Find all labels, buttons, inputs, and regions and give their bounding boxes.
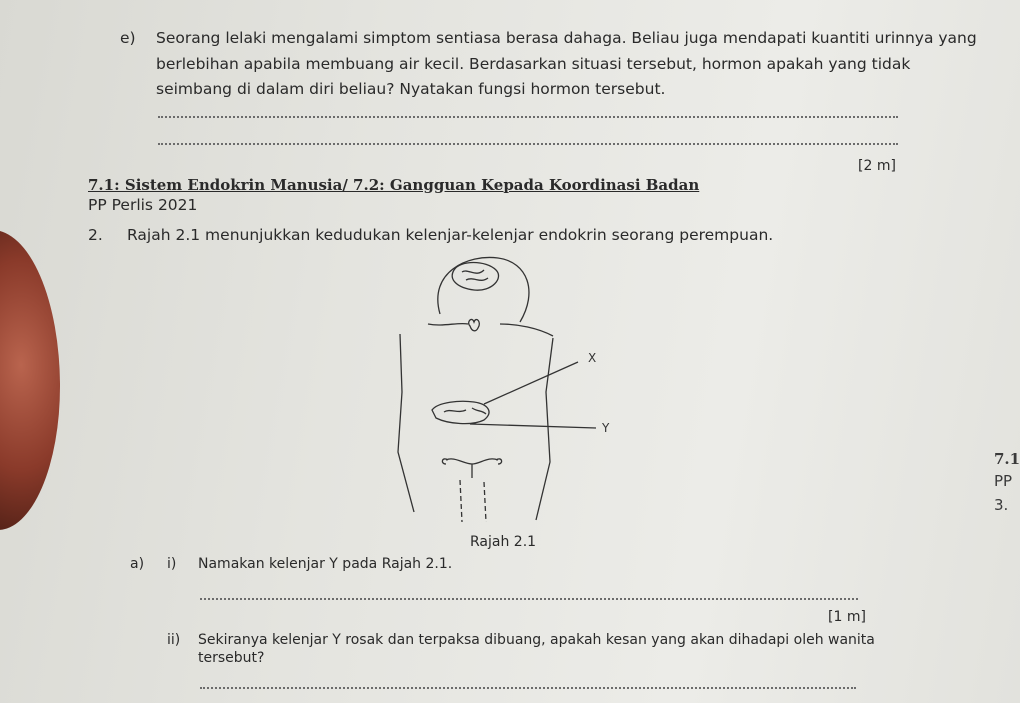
answer-line[interactable] xyxy=(200,598,858,600)
body-right xyxy=(536,338,553,520)
answer-line[interactable] xyxy=(158,116,898,118)
answer-line[interactable] xyxy=(158,143,898,145)
figure-caption: Rajah 2.1 xyxy=(470,534,537,550)
edge-question-number: 3. xyxy=(994,496,1009,514)
marks-label: [1 m] xyxy=(828,609,866,625)
brain-glands xyxy=(452,263,498,291)
pointer-line-x xyxy=(484,362,578,404)
edge-source-label: PP xyxy=(994,472,1013,490)
part-a-ii-label: ii) xyxy=(167,632,181,648)
label-y: Y xyxy=(602,421,610,435)
question-e-line1: Seorang lelaki mengalami simptom sentiasa berasa dahaga. Beliau juga mendapati kuantiti urinnya yang xyxy=(156,29,977,47)
section-heading: 7.1: Sistem Endokrin Manusia/ 7.2: Gangguan Kepada Koordinasi Badan xyxy=(88,176,700,194)
question-2-text: Rajah 2.1 menunjukkan kedudukan kelenjar-kelenjar endokrin seorang perempuan. xyxy=(127,226,774,244)
part-a-i-text: Namakan kelenjar Y pada Rajah 2.1. xyxy=(198,556,453,572)
shoulder-right xyxy=(500,324,553,336)
uterus xyxy=(446,459,498,478)
pointer-line-y xyxy=(470,424,596,428)
finger-shadow xyxy=(0,230,60,530)
part-a-i-label: i) xyxy=(167,556,177,572)
thyroid xyxy=(469,319,480,330)
body-left xyxy=(398,334,414,512)
question-2-number: 2. xyxy=(88,226,103,244)
shoulder-left xyxy=(428,324,468,325)
endocrine-diagram xyxy=(388,252,628,532)
part-a-ii-line2: tersebut? xyxy=(198,650,265,666)
answer-line[interactable] xyxy=(200,687,856,689)
question-e-line2: berlebihan apabila membuang air kecil. Berdasarkan situasi tersebut, hormon apakah yang tidak xyxy=(156,55,911,73)
part-a-ii-line1: Sekiranya kelenjar Y rosak dan terpaksa dibuang, apakah kesan yang akan dihadapi oleh wanita xyxy=(198,632,875,648)
question-e-label: e) xyxy=(120,29,136,47)
pancreas-kidneys xyxy=(432,401,489,423)
source-label: PP Perlis 2021 xyxy=(88,196,198,214)
question-e-line3: seimbang di dalam diri beliau? Nyatakan fungsi hormon tersebut. xyxy=(156,80,666,98)
part-a-label: a) xyxy=(130,556,145,572)
label-x: X xyxy=(588,351,597,365)
edge-section-number: 7.1 xyxy=(994,450,1020,468)
legs xyxy=(460,480,486,522)
marks-label: [2 m] xyxy=(858,158,896,174)
